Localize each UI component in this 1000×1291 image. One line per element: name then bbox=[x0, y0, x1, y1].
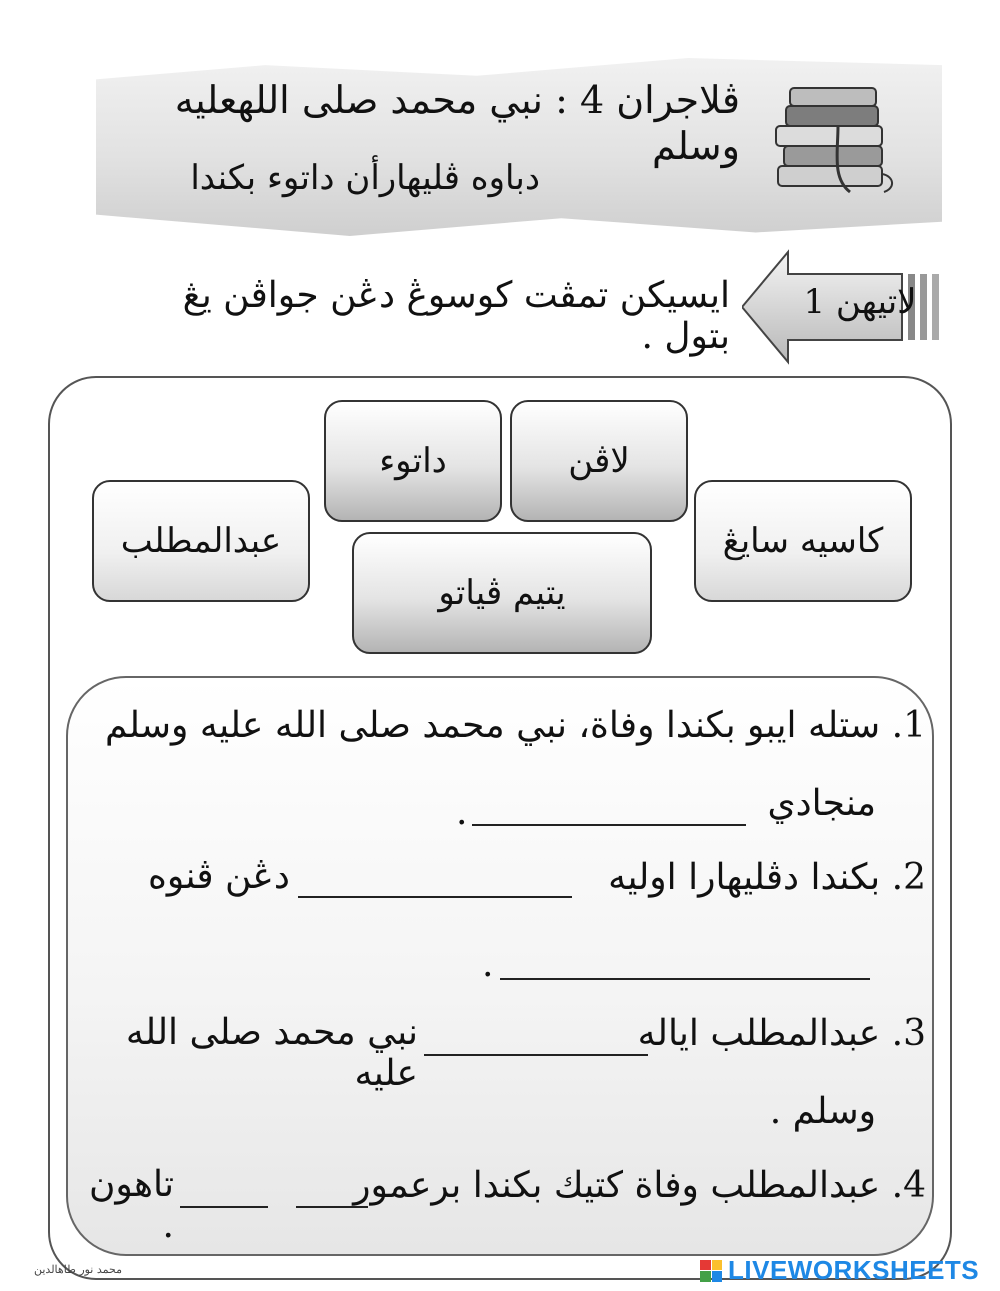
question-4-text: 4. عبدالمطلب وفاة كتيك بكندا برعمور bbox=[353, 1165, 926, 1206]
question-2-suffix: دڠن ڤنوه bbox=[148, 856, 290, 897]
brand-name: LIVEWORKSHEETS bbox=[728, 1255, 980, 1285]
liveworksheets-logo[interactable] bbox=[700, 1255, 979, 1286]
answer-4-input[interactable] bbox=[296, 1178, 368, 1208]
lesson-objective: دباوه ڤليهارأن داتوء بكندا bbox=[190, 158, 540, 198]
liveworksheets-icon bbox=[700, 1260, 722, 1282]
period: . bbox=[482, 944, 494, 985]
question-1-line-1: 1. ستله ايبو بكندا وفاة، نبي محمد صلى الله عليه وسلم bbox=[104, 705, 926, 746]
question-3-line-2: وسلم . bbox=[769, 1091, 876, 1132]
author-signature: محمد نور طاهالدين bbox=[34, 1263, 122, 1276]
word-option[interactable]: لاڤن bbox=[510, 400, 688, 522]
exercise-number: لاتيهن 1 bbox=[803, 282, 917, 322]
question-4-suffix: تاهون . bbox=[88, 1164, 174, 1246]
answer-2-input[interactable] bbox=[298, 868, 572, 898]
question-2-text: 2. بكندا دڤليهارا اوليه bbox=[608, 857, 926, 898]
question-1-text: منجادي bbox=[767, 783, 876, 824]
word-option[interactable]: داتوء bbox=[324, 400, 502, 522]
period: . bbox=[456, 792, 468, 833]
lesson-title: ڤلاجران 4 : نبي محمد صلى اللهعليه وسلم bbox=[174, 78, 740, 168]
answer-4b-input[interactable] bbox=[180, 1178, 268, 1208]
question-3-suffix: نبي محمد صلى الله عليه bbox=[125, 1012, 418, 1094]
answer-1-input[interactable] bbox=[472, 796, 746, 826]
word-option[interactable]: يتيم ڤياتو bbox=[352, 532, 652, 654]
exercise-instruction: ايسيكن تمڤت كوسوڠ دڠن جواڤن يڠ بتول . bbox=[182, 275, 730, 357]
answer-2-continued-input[interactable] bbox=[500, 950, 870, 980]
answer-3-input[interactable] bbox=[424, 1026, 648, 1056]
word-option[interactable]: عبدالمطلب bbox=[92, 480, 310, 602]
word-option[interactable]: كاسيه سايڠ bbox=[694, 480, 912, 602]
books-icon bbox=[768, 82, 900, 200]
question-3-text: 3. عبدالمطلب اياله bbox=[637, 1013, 926, 1054]
